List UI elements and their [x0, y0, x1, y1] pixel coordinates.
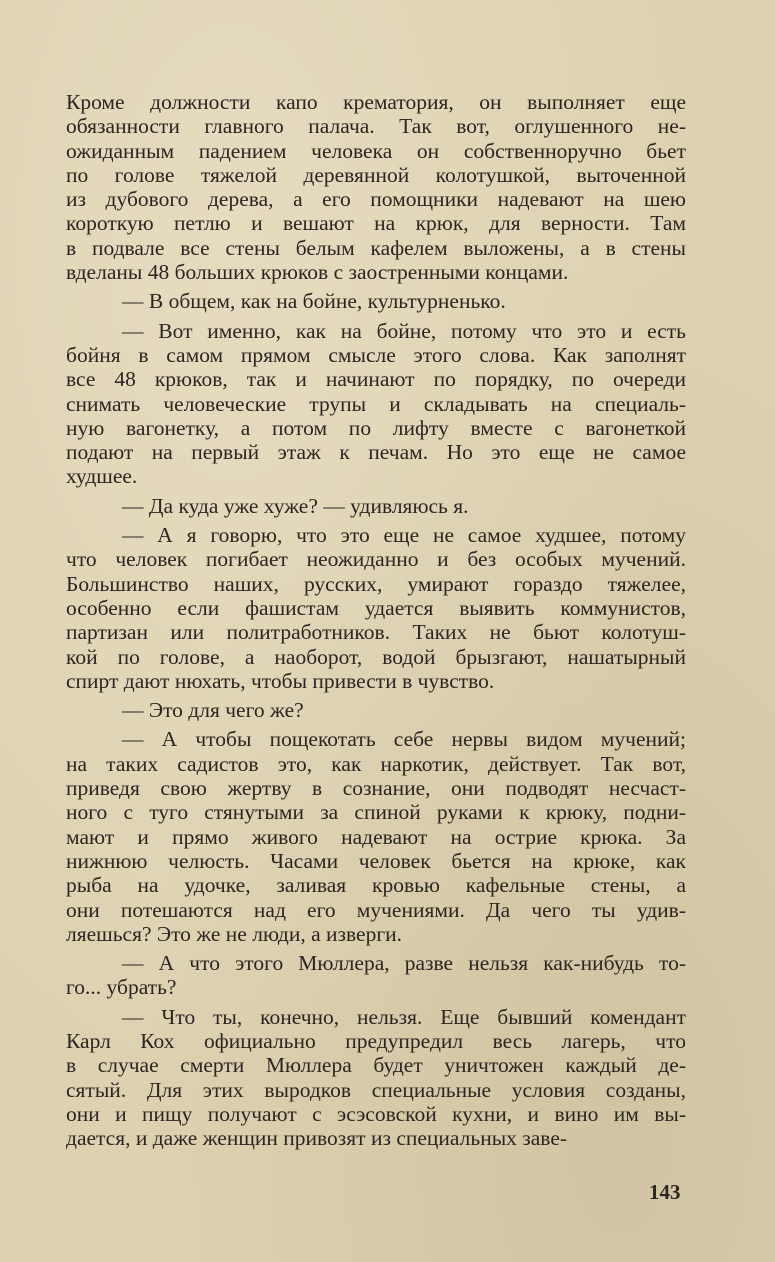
paragraph	[66, 951, 686, 1000]
page-number: 143	[649, 1180, 681, 1204]
text-line: го... убрать?	[66, 975, 177, 1000]
text-line: особенно если фашистам удается выявить коммунистов,	[66, 595, 686, 620]
paragraph	[66, 289, 686, 313]
text-line: ляешься? Это же не люди, а изверги.	[66, 921, 403, 946]
text-line: все 48 крюков, так и начинают по порядку, по очереди	[66, 367, 686, 392]
text-line: бойня в самом прямом смысле этого слова. Как заполнят	[66, 342, 686, 367]
text-line: партизан или политработников. Таких не бьют колотуш-	[66, 620, 686, 645]
text-line: рыба на удочке, заливая кровью кафельные стены, а	[66, 873, 686, 898]
paragraph	[66, 494, 686, 518]
text-line: — А я говорю, что это еще не самое худшее, потому	[122, 523, 686, 548]
paragraph	[66, 523, 686, 693]
text-line: из дубового дерева, а его помощники надевают на шею	[66, 187, 686, 212]
text-line: сятый. Для этих выродков специальные условия созданы,	[66, 1077, 686, 1102]
text-line: Большинство наших, русских, умирают гораздо тяжелее,	[66, 571, 686, 596]
text-line: худшее.	[66, 464, 138, 489]
text-line: Кроме должности капо крематория, он выполняет еще	[66, 90, 686, 114]
text-line: — В общем, как на бойне, культурненько.	[122, 289, 506, 314]
paragraph	[66, 319, 686, 489]
text-line: дается, и даже женщин привозят из специальных заве-	[66, 1126, 568, 1151]
text-line: по голове тяжелой деревянной колотушкой, выточенной	[66, 162, 686, 187]
text-line: мают и прямо живого надевают на острие крюка. За	[66, 824, 686, 849]
text-line: снимать человеческие трупы и складывать на специаль-	[66, 391, 686, 416]
text-line: в подвале все стены белым кафелем выложены, а в стены	[66, 235, 686, 260]
text-line: ожиданным падением человека он собственноручно бьет	[66, 138, 686, 163]
text-line: ную вагонетку, а потом по лифту вместе с вагонеткой	[66, 415, 686, 440]
text-line: в случае смерти Мюллера будет уничтожен каждый де-	[66, 1053, 686, 1078]
text-line: они потешаются над его мучениями. Да чего ты удив-	[66, 897, 686, 922]
text-line: короткую петлю и вешают на крюк, для верности. Там	[66, 211, 686, 236]
text-line: кой по голове, а наоборот, водой брызгают, нашатырный	[66, 644, 686, 669]
text-line: — Что ты, конечно, нельзя. Еще бывший комендант	[122, 1004, 686, 1029]
text-line: — Да куда уже хуже? — удивляюсь я.	[122, 493, 469, 518]
text-line: — Вот именно, как на бойне, потому что это и есть	[122, 318, 686, 343]
text-line: обязанности главного палача. Так вот, оглушенного не-	[66, 114, 686, 139]
paragraph	[66, 727, 686, 946]
text-line: Карл Кох официально предупредил весь лагерь, что	[66, 1028, 686, 1053]
paragraph	[66, 90, 686, 284]
paragraph	[66, 1005, 686, 1151]
body-text	[66, 90, 686, 1150]
text-line: — А чтобы пощекотать себе нервы видом мучений;	[122, 727, 686, 752]
text-line: ного с туго стянутыми за спиной руками к крюку, подни-	[66, 800, 686, 825]
text-line: приведя свою жертву в сознание, они подводят несчаст-	[66, 776, 686, 801]
paragraph	[66, 698, 686, 722]
text-line: они и пищу получают с эсэсовской кухни, и вино им вы-	[66, 1101, 686, 1126]
text-line: подают на первый этаж к печам. Но это еще не самое	[66, 440, 686, 465]
text-line: спирт дают нюхать, чтобы привести в чувство.	[66, 668, 495, 693]
text-line: — А что этого Мюллера, разве нельзя как-нибудь то-	[122, 951, 686, 976]
text-line: — Это для чего же?	[122, 698, 304, 723]
text-line: на таких садистов это, как наркотик, действует. Так вот,	[66, 751, 686, 776]
text-line: что человек погибает неожиданно и без особых мучений.	[66, 547, 686, 572]
text-line: вделаны 48 больших крюков с заостренными концами.	[66, 260, 569, 285]
text-line: нижнюю челюсть. Часами человек бьется на крюке, как	[66, 848, 686, 873]
